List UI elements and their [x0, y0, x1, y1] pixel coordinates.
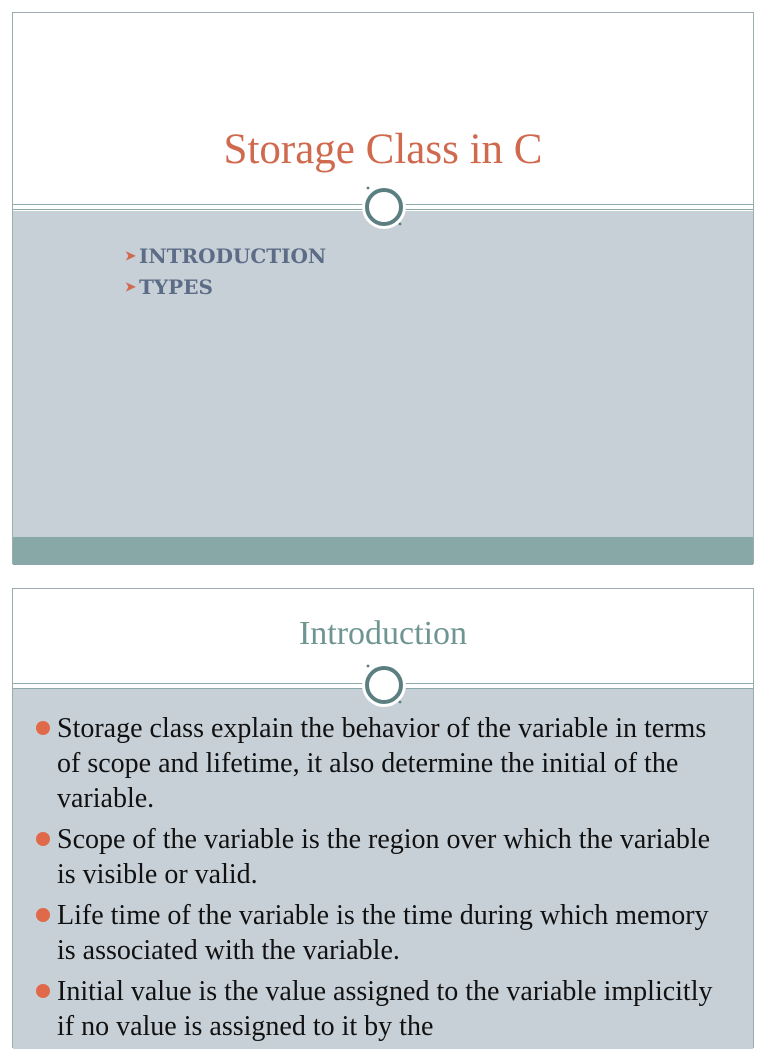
bullet-item [33, 711, 733, 816]
footer-band [13, 537, 753, 565]
toc-item-label: INTRODUCTION [139, 244, 327, 268]
ring-icon [354, 655, 414, 715]
dot-icon [36, 721, 50, 735]
arrow-icon: ➤ [125, 280, 136, 295]
toc-item-introduction [125, 241, 326, 272]
slide-title: Introduction [298, 615, 468, 652]
bullet-text: Life time of the variable is the time during which memory is associated with the variable. [57, 900, 709, 966]
body-area [13, 211, 753, 537]
bullet-list [33, 711, 733, 1050]
bullet-text: Scope of the variable is the region over which the variable is visible or valid. [57, 824, 711, 890]
introduction-slide [12, 588, 754, 1048]
dot-icon [36, 984, 50, 998]
title-area [13, 13, 753, 203]
bullet-item [33, 974, 733, 1044]
arrow-icon: ➤ [125, 249, 136, 264]
slide-title: Storage Class in C [223, 126, 543, 173]
bullet-item [33, 898, 733, 968]
ring-icon [354, 177, 414, 237]
bullet-text: Storage class explain the behavior of the variable in terms of scope and lifetime, it also determine the initial of the variable. [57, 713, 707, 814]
toc-item-label: TYPES [139, 275, 213, 299]
toc-item-types [125, 272, 326, 303]
bullet-item [33, 822, 733, 892]
dot-icon [36, 908, 50, 922]
dot-icon [36, 832, 50, 846]
bullet-text: Initial value is the value assigned to the variable implicitly if no value is assigned to it by the [57, 976, 713, 1042]
toc-list [125, 241, 326, 303]
title-slide [12, 12, 754, 564]
